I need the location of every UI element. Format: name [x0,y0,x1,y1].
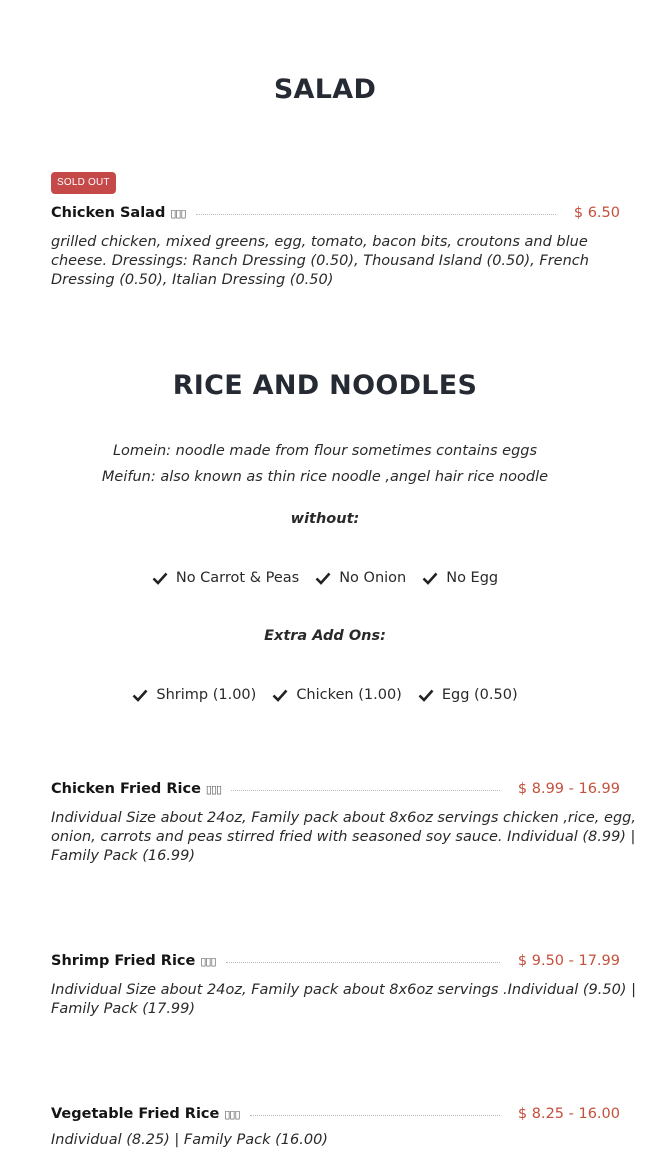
dotted-leader [231,790,500,791]
menu-item-shrimp-fried-rice[interactable] [51,950,620,972]
check-icon [315,571,331,585]
item-description: Individual Size about 24oz, Family pack about 8x6oz servings chicken ,rice, egg, onion, carrots and peas stirred fried with seasoned soy sauce. Individual (8.99) | Family Pack (16.99) [51,810,636,864]
option-label: Egg (0.50) [441,687,518,703]
menu-item-vegetable-fried-rice[interactable] [51,1103,620,1125]
addons-label: Extra Add Ons: [264,628,386,644]
note-meifun: Meifun: also known as thin rice noodle ,angel hair rice noodle [101,469,549,485]
item-flags: ▯▯▯ [200,955,216,968]
check-icon [418,688,434,702]
check-icon [272,688,288,702]
item-price: $ 8.25 - 16.00 [517,1106,620,1122]
option-no-carrot-peas[interactable] [152,570,299,586]
option-label: No Carrot & Peas [175,570,300,586]
option-label: No Egg [446,570,499,586]
check-icon [132,688,148,702]
item-flags: ▯▯▯ [205,783,222,796]
without-label: without: [290,511,360,527]
item-name: Chicken Fried Rice [51,781,201,797]
option-label: Chicken (1.00) [296,687,402,703]
item-description: Individual Size about 24oz, Family pack about 8x6oz servings .Individual (9.50) | Family Pack (17.99) [51,982,636,1017]
menu-item-chicken-fried-rice[interactable] [51,778,620,800]
section-title-rice-noodles: RICE AND NOODLES [172,370,478,401]
addon-options [0,687,650,703]
item-name: Chicken Salad [51,205,166,221]
item-flags: ▯▯▯ [170,207,186,220]
option-label: Shrimp (1.00) [156,687,257,703]
dotted-leader [250,1115,500,1116]
check-icon [422,571,438,585]
dotted-leader [226,962,500,963]
without-options [0,570,650,586]
sold-out-badge: SOLD OUT [51,172,116,194]
item-price: $ 6.50 [573,205,620,221]
section-title-salad: SALAD [273,74,377,105]
item-description: Individual (8.25) | Family Pack (16.00) [51,1132,328,1148]
item-price: $ 8.99 - 16.99 [517,781,620,797]
option-add-chicken[interactable] [272,687,402,703]
item-flags: ▯▯▯ [224,1108,240,1121]
dotted-leader [196,214,556,215]
option-no-onion[interactable] [315,570,406,586]
item-price: $ 9.50 - 17.99 [517,953,620,969]
item-description: grilled chicken, mixed greens, egg, tomato, bacon bits, croutons and blue cheese. Dressings: Ranch Dressing (0.50), Thousand Island (0.50), French Dressing (0.50), Italian Dressing (0.50) [51,234,589,288]
option-label: No Onion [339,570,407,586]
option-no-egg[interactable] [422,570,498,586]
item-name: Vegetable Fried Rice [51,1106,220,1122]
note-lomein: Lomein: noodle made from flour sometimes contains eggs [112,443,538,459]
check-icon [152,571,168,585]
option-add-egg[interactable] [418,687,518,703]
item-name: Shrimp Fried Rice [51,953,196,969]
option-add-shrimp[interactable] [132,687,256,703]
menu-item-chicken-salad[interactable] [51,202,620,224]
